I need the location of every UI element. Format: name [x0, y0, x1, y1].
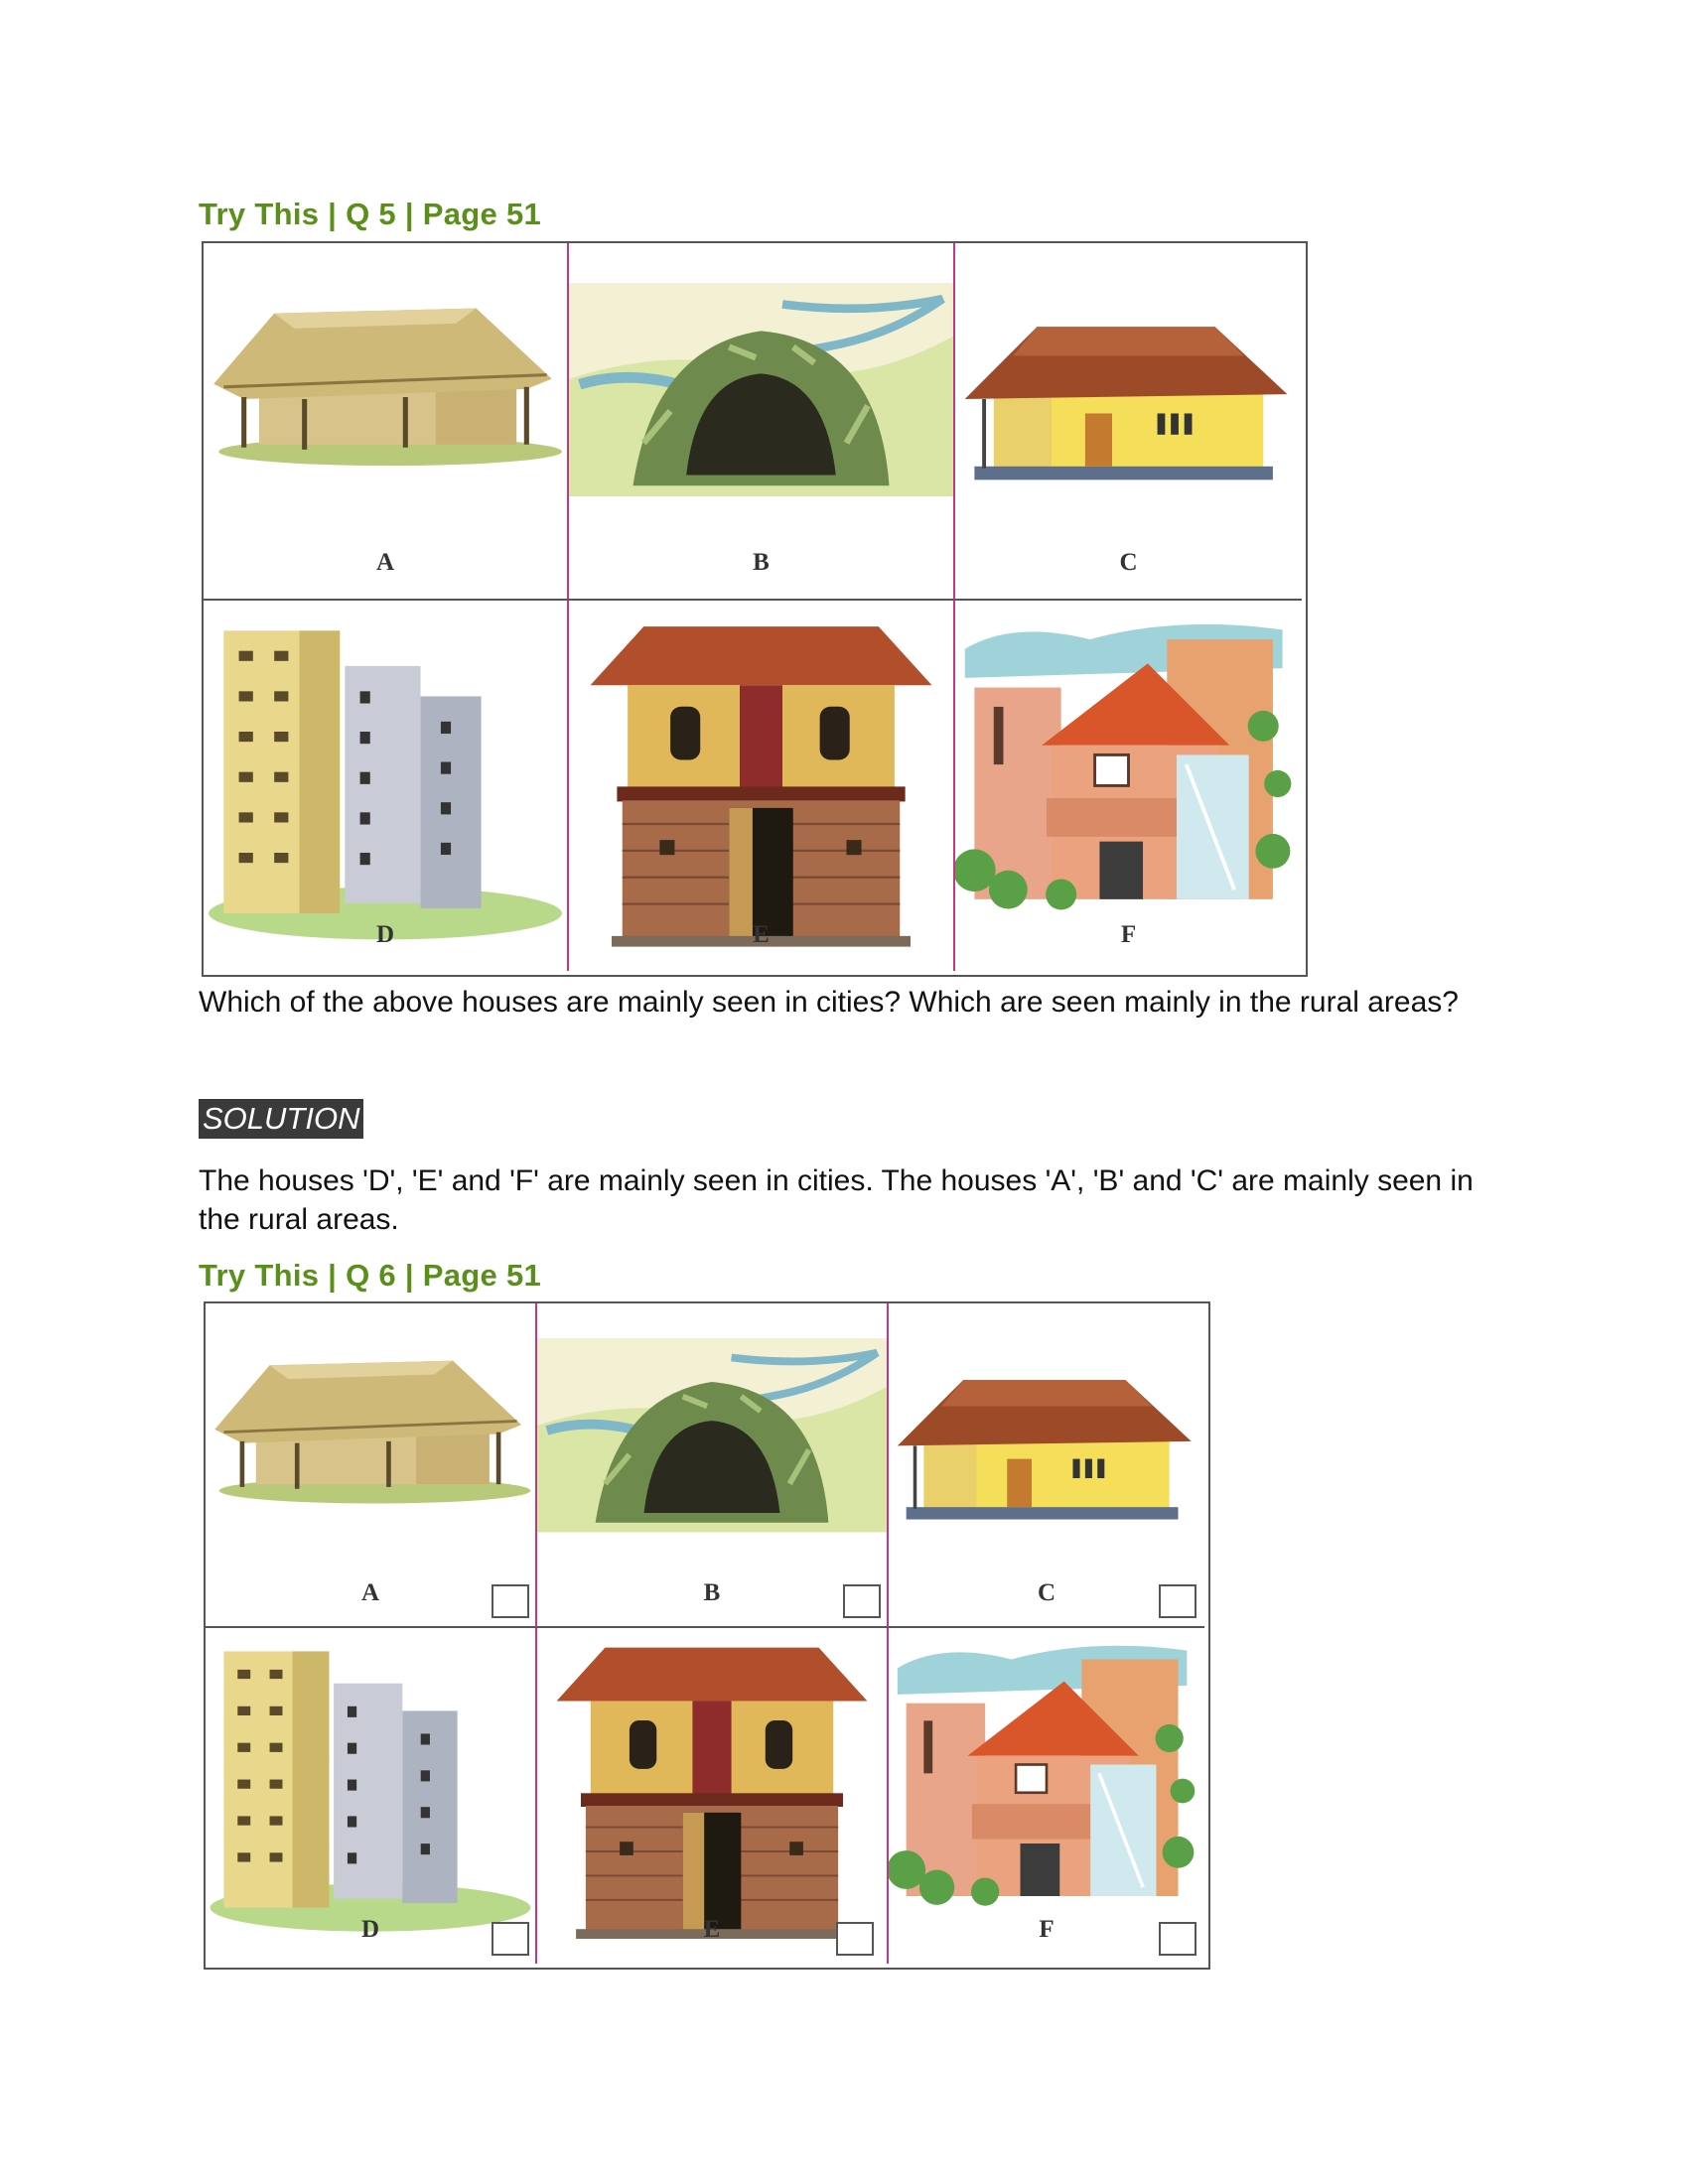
q6-label-d: D	[360, 1916, 380, 1943]
q6-label-e: E	[703, 1916, 721, 1943]
q5-question: Which of the above houses are mainly seen in cities? Which are seen mainly in the rural areas?	[199, 986, 1459, 1019]
q5-cell-a	[204, 243, 569, 601]
q5-label-b: B	[753, 549, 770, 576]
apartment-blocks-illustration	[204, 611, 567, 944]
q6-label-b: B	[703, 1579, 721, 1606]
q5-label-c: C	[1119, 549, 1138, 576]
q6-cell-d	[206, 1628, 537, 1964]
thatched-hut-illustration	[204, 278, 567, 479]
q6-cell-f	[889, 1628, 1204, 1964]
brick-house-illustration	[569, 611, 953, 963]
q5-heading: Try This | Q 5 | Page 51	[199, 197, 542, 231]
q5-cell-d	[204, 601, 569, 971]
q6-heading: Try This | Q 6 | Page 51	[199, 1258, 542, 1293]
q5-label-d: D	[375, 921, 395, 948]
q6-cell-b	[537, 1303, 889, 1628]
q5-cell-c	[955, 243, 1302, 601]
q5-answer: The houses 'D', 'E' and 'F' are mainly seen in cities. The houses 'A', 'B' and 'C' are mainly seen in the rural areas.	[199, 1164, 1474, 1236]
q5-label-a: A	[375, 549, 395, 576]
q5-house-grid	[202, 241, 1308, 977]
brick-house-illustration	[537, 1633, 887, 1954]
modern-bungalow-illustration	[955, 611, 1302, 928]
q5-cell-f	[955, 601, 1302, 971]
q5-cell-b	[569, 243, 955, 601]
q6-checkbox-c[interactable]	[1159, 1584, 1196, 1618]
tiled-roof-house-illustration	[889, 1358, 1204, 1534]
apartment-blocks-illustration	[206, 1633, 535, 1935]
cave-dwelling-illustration	[569, 283, 953, 496]
q6-checkbox-d[interactable]	[492, 1922, 529, 1956]
q6-cell-c	[889, 1303, 1204, 1628]
q6-checkbox-f[interactable]	[1159, 1922, 1196, 1956]
q5-label-e: E	[753, 921, 770, 948]
q6-label-f: F	[1039, 1916, 1055, 1943]
q6-cell-a	[206, 1303, 537, 1628]
q6-label-c: C	[1037, 1579, 1056, 1606]
q6-label-a: A	[360, 1579, 380, 1606]
q6-checkbox-b[interactable]	[843, 1584, 881, 1618]
q6-checkbox-a[interactable]	[492, 1584, 529, 1618]
q6-checkbox-e[interactable]	[836, 1922, 874, 1956]
solution-tag: SOLUTION	[199, 1099, 363, 1139]
q5-label-f: F	[1120, 921, 1137, 948]
q6-house-grid	[204, 1301, 1210, 1970]
q6-cell-e	[537, 1628, 889, 1964]
thatched-hut-illustration	[206, 1333, 535, 1516]
modern-bungalow-illustration	[889, 1633, 1204, 1923]
tiled-roof-house-illustration	[955, 303, 1302, 495]
q5-cell-e	[569, 601, 955, 971]
cave-dwelling-illustration	[537, 1338, 887, 1533]
